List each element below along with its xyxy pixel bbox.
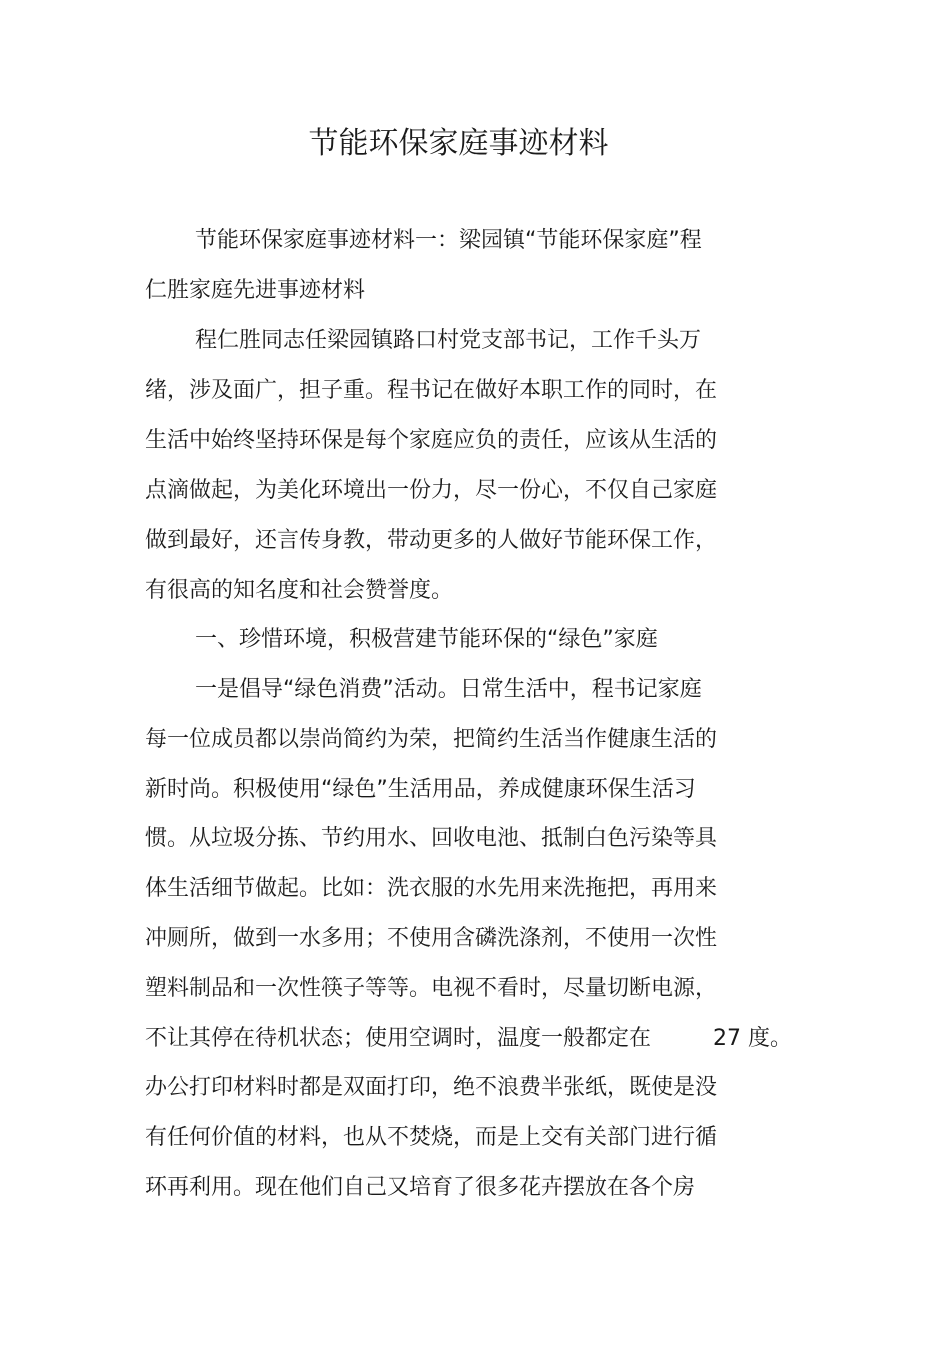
paragraph-line: 有任何价值的材料，也从不焚烧，而是上交有关部门进行循 <box>145 1125 718 1150</box>
paragraph-line: 办公打印材料时都是双面打印，绝不浪费半张纸，既使是没 <box>145 1075 718 1100</box>
document-title: 节能环保家庭事迹材料 <box>308 126 609 161</box>
paragraph-line: 有很高的知名度和社会赞誉度。 <box>145 578 454 603</box>
paragraph-line <box>145 1019 792 1059</box>
paragraph-line: 仁胜家庭先进事迹材料 <box>145 278 366 303</box>
section-heading: 一、珍惜环境，积极营建节能环保的“绿色”家庭 <box>195 627 658 652</box>
paragraph-line: 一是倡导“绿色消费”活动。日常生活中，程书记家庭 <box>195 677 702 702</box>
paragraph-line: 程仁胜同志任梁园镇路口村党支部书记，工作千头万 <box>195 328 702 353</box>
paragraph-line: 绪，涉及面广，担子重。程书记在做好本职工作的同时，在 <box>145 378 718 403</box>
paragraph-text: 不让其停在待机状态；使用空调时，温度一般都定在 <box>145 1026 652 1051</box>
paragraph-line: 冲厕所，做到一水多用；不使用含磷洗涤剂，不使用一次性 <box>145 926 718 951</box>
paragraph-line: 惯。从垃圾分拣、节约用水、回收电池、抵制白色污染等具 <box>145 826 718 851</box>
paragraph-line: 塑料制品和一次性筷子等等。电视不看时，尽量切断电源， <box>145 976 718 1001</box>
paragraph-line: 每一位成员都以崇尚简约为荣，把简约生活当作健康生活的 <box>145 727 718 752</box>
paragraph-line: 体生活细节做起。比如：洗衣服的水先用来洗拖把，再用来 <box>145 876 718 901</box>
temperature-value: 27 度。 <box>713 1026 793 1051</box>
paragraph-line: 生活中始终坚持环保是每个家庭应负的责任，应该从生活的 <box>145 428 718 453</box>
paragraph-line: 节能环保家庭事迹材料一：梁园镇“节能环保家庭”程 <box>195 228 702 253</box>
paragraph-line: 点滴做起，为美化环境出一份力，尽一份心，不仅自己家庭 <box>145 478 718 503</box>
paragraph-line: 新时尚。积极使用“绿色”生活用品，养成健康环保生活习 <box>145 777 696 802</box>
paragraph-line: 环再利用。现在他们自己又培育了很多花卉摆放在各个房 <box>145 1175 696 1200</box>
paragraph-line: 做到最好，还言传身教，带动更多的人做好节能环保工作， <box>145 528 718 553</box>
